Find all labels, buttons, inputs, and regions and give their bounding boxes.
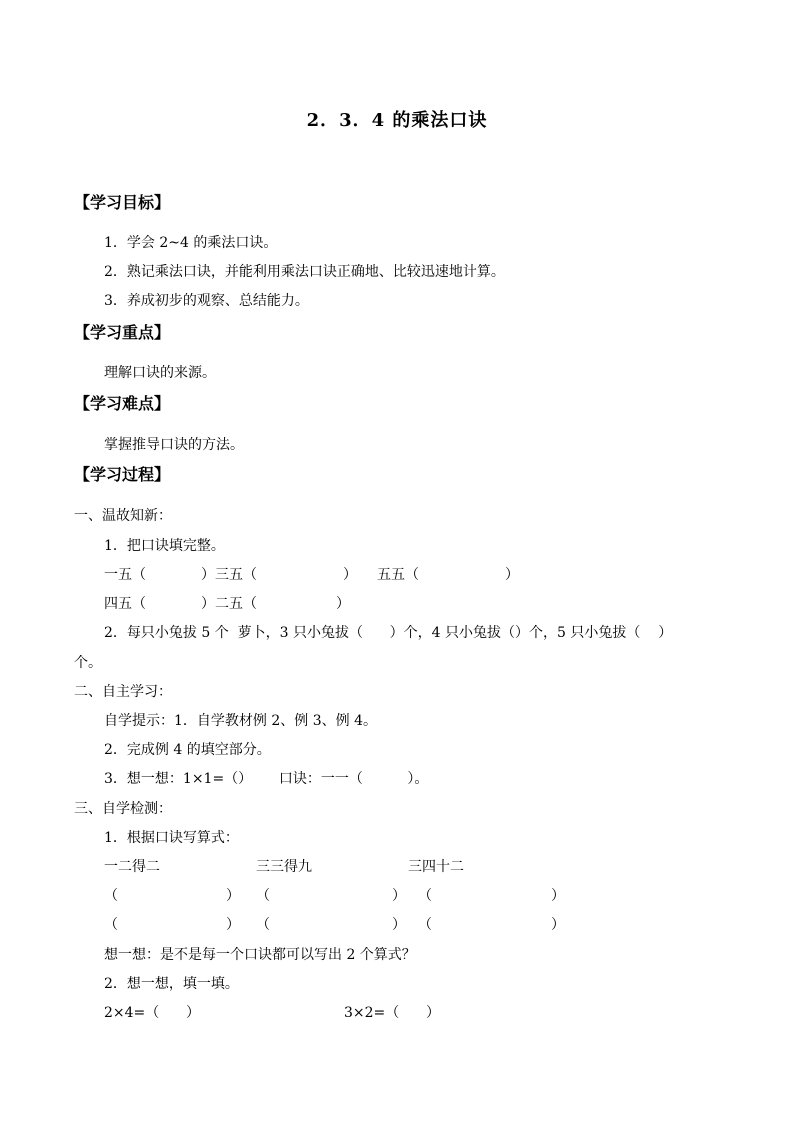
rhyme-blank-5-close: ） <box>336 596 350 612</box>
rhyme-blank-2-close: ） <box>343 567 357 583</box>
part3-heading: 三、自学检测： <box>74 801 172 817</box>
difficulty-heading: 【学习难点】 <box>74 394 171 413</box>
think-question: 想一想：是不是每一个口诀都可以写出 2 个算式？ <box>104 947 416 963</box>
equation-blank-open: （ <box>104 917 118 933</box>
part2-hint: 自学提示：1．自学教材例 2、例 3、例 4。 <box>104 713 377 729</box>
rhyme-blank-3: 五五（ <box>377 567 419 583</box>
equation-blank-open: （ <box>418 888 432 904</box>
rhyme-blank-3-close: ） <box>505 567 519 583</box>
fill-equation-2: 3×2=（ ） <box>344 1005 440 1021</box>
page-title: 2．3．4 的乘法口诀 <box>306 110 488 131</box>
equation-blank-close: ） <box>392 888 406 904</box>
rhyme-blank-5: ）二五（ <box>201 596 257 612</box>
process-heading: 【学习过程】 <box>74 465 171 484</box>
rhyme-blank-1: 一五（ <box>104 567 146 583</box>
equation-blank-open: （ <box>418 917 432 933</box>
equation-blank-open: （ <box>256 917 270 933</box>
focus-heading: 【学习重点】 <box>74 323 171 342</box>
part2-item2: 2．完成例 4 的填空部分。 <box>104 742 271 758</box>
equation-blank-close: ） <box>392 917 406 933</box>
difficulty-text: 掌握推导口诀的方法。 <box>104 437 244 453</box>
rhyme-blank-2: ）三五（ <box>201 567 257 583</box>
goal-item-3: 3．养成初步的观察、总结能力。 <box>104 293 309 309</box>
equation-blank-close: ） <box>551 888 565 904</box>
rhyme-label-1: 一二得二 <box>104 859 160 875</box>
part1-q2-line1: 2．每只小兔拔 5 个 萝卜，3 只小兔拔（ ）个，4 只小兔拔（）个，5 只小兔拔（ ） <box>104 625 673 641</box>
equation-blank-open: （ <box>104 888 118 904</box>
rhyme-label-2: 三三得九 <box>256 859 312 875</box>
fill-equation-1: 2×4=（ ） <box>104 1005 200 1021</box>
rhyme-blank-4: 四五（ <box>104 596 146 612</box>
equation-blank-close: ） <box>226 888 240 904</box>
goals-heading: 【学习目标】 <box>74 193 171 212</box>
goal-item-2: 2．熟记乘法口诀，并能利用乘法口诀正确地、比较迅速地计算。 <box>104 264 505 280</box>
rhyme-label-3: 三四十二 <box>408 859 464 875</box>
part1-q1: 1．把口诀填完整。 <box>104 538 225 554</box>
equation-blank-close: ） <box>551 917 565 933</box>
part2-heading: 二、自主学习： <box>74 684 172 700</box>
equation-blank-close: ） <box>226 917 240 933</box>
equation-blank-open: （ <box>256 888 270 904</box>
part1-heading: 一、温故知新： <box>74 508 172 524</box>
part1-q2-line2: 个。 <box>74 655 102 671</box>
part3-q2: 2．想一想，填一填。 <box>104 976 239 992</box>
focus-text: 理解口诀的来源。 <box>104 365 216 381</box>
part3-q1: 1．根据口诀写算式： <box>104 830 239 846</box>
goal-item-1: 1．学会 2~4 的乘法口诀。 <box>104 235 278 251</box>
part2-item3: 3．想一想：1×1=（） 口诀：一一（ ）。 <box>104 771 429 787</box>
